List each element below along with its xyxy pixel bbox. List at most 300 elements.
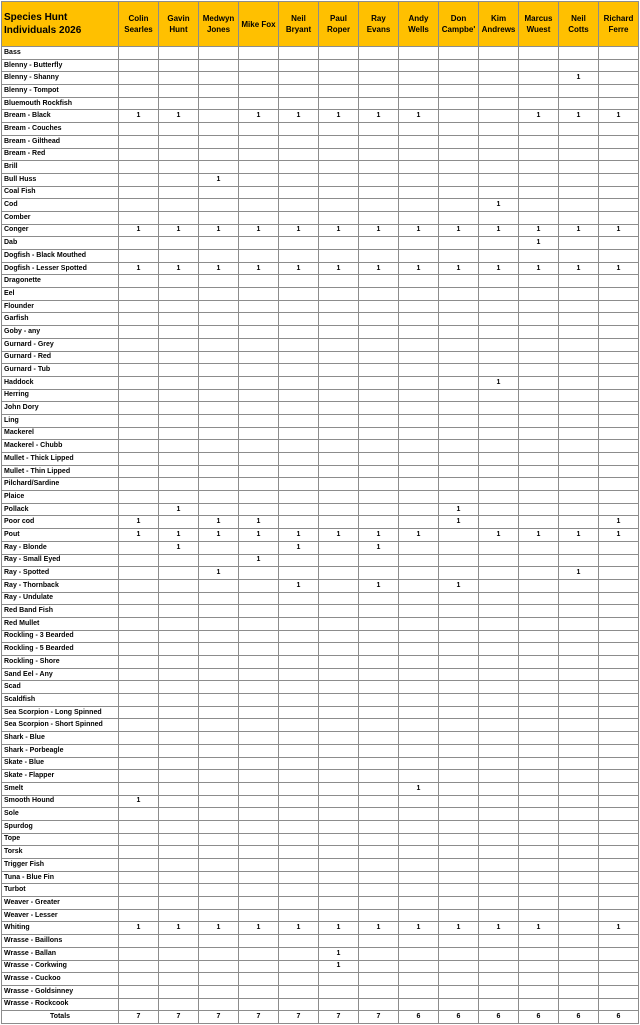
catch-cell <box>119 338 159 351</box>
species-row <box>2 947 639 960</box>
catch-cell <box>119 897 159 910</box>
catch-cell <box>319 859 359 872</box>
catch-cell: 1 <box>199 224 239 237</box>
catch-cell <box>359 59 399 72</box>
catch-cell <box>439 59 479 72</box>
species-name: Mullet - Thick Lipped <box>2 453 119 466</box>
catch-cell <box>559 694 599 707</box>
catch-cell <box>239 123 279 136</box>
catch-cell <box>599 567 639 580</box>
catch-cell <box>479 554 519 567</box>
catch-cell <box>119 656 159 669</box>
catch-cell <box>119 351 159 364</box>
catch-cell: 1 <box>319 947 359 960</box>
catch-cell <box>199 770 239 783</box>
catch-cell <box>359 364 399 377</box>
catch-cell <box>439 414 479 427</box>
catch-cell <box>239 427 279 440</box>
catch-cell <box>519 884 559 897</box>
catch-cell: 1 <box>239 554 279 567</box>
species-row <box>2 288 639 301</box>
catch-cell <box>159 795 199 808</box>
species-row <box>2 833 639 846</box>
catch-cell <box>279 199 319 212</box>
catch-cell <box>599 960 639 973</box>
catch-cell <box>479 338 519 351</box>
catch-cell <box>519 770 559 783</box>
catch-cell <box>119 300 159 313</box>
catch-cell <box>199 161 239 174</box>
catch-cell <box>239 313 279 326</box>
catch-cell <box>559 237 599 250</box>
catch-cell <box>479 643 519 656</box>
catch-cell <box>359 820 399 833</box>
catch-cell <box>159 427 199 440</box>
catch-cell <box>479 719 519 732</box>
catch-cell <box>559 706 599 719</box>
angler-header: Neil Cotts <box>559 2 599 47</box>
catch-cell <box>599 402 639 415</box>
species-row <box>2 579 639 592</box>
catch-cell: 1 <box>159 224 199 237</box>
catch-cell <box>559 795 599 808</box>
catch-cell <box>599 732 639 745</box>
species-row <box>2 998 639 1011</box>
catch-cell <box>559 732 599 745</box>
catch-cell <box>359 998 399 1011</box>
species-name: Wrasse - Cuckoo <box>2 973 119 986</box>
catch-cell <box>359 757 399 770</box>
catch-cell: 1 <box>439 516 479 529</box>
catch-cell <box>279 871 319 884</box>
total-cell: 6 <box>519 1011 559 1024</box>
catch-cell <box>159 770 199 783</box>
catch-cell <box>319 414 359 427</box>
catch-cell <box>239 414 279 427</box>
catch-cell <box>119 744 159 757</box>
species-name: Weaver - Lesser <box>2 909 119 922</box>
catch-cell <box>119 757 159 770</box>
species-name: Red Mullet <box>2 617 119 630</box>
species-row <box>2 503 639 516</box>
catch-cell <box>519 313 559 326</box>
catch-cell <box>559 770 599 783</box>
catch-cell <box>439 123 479 136</box>
species-name: Dragonette <box>2 275 119 288</box>
catch-cell <box>199 592 239 605</box>
catch-cell <box>479 465 519 478</box>
catch-cell: 1 <box>279 922 319 935</box>
catch-cell <box>279 909 319 922</box>
catch-cell <box>439 376 479 389</box>
catch-cell <box>439 173 479 186</box>
catch-cell <box>479 186 519 199</box>
catch-cell <box>439 554 479 567</box>
species-name: Ray - Spotted <box>2 567 119 580</box>
catch-cell: 1 <box>159 922 199 935</box>
catch-cell: 1 <box>599 262 639 275</box>
catch-cell <box>239 808 279 821</box>
species-name: Wrasse - Rockcook <box>2 998 119 1011</box>
catch-cell <box>359 97 399 110</box>
species-row <box>2 617 639 630</box>
catch-cell <box>199 706 239 719</box>
catch-cell <box>119 97 159 110</box>
catch-cell <box>519 326 559 339</box>
catch-cell <box>239 59 279 72</box>
species-name: Red Band Fish <box>2 605 119 618</box>
catch-cell: 1 <box>399 224 439 237</box>
species-row <box>2 719 639 732</box>
catch-cell <box>399 275 439 288</box>
catch-cell <box>199 465 239 478</box>
catch-cell <box>479 503 519 516</box>
catch-cell <box>239 656 279 669</box>
catch-cell <box>199 338 239 351</box>
catch-cell: 1 <box>279 262 319 275</box>
catch-cell <box>479 288 519 301</box>
catch-cell: 1 <box>119 110 159 123</box>
catch-cell: 1 <box>239 922 279 935</box>
catch-cell <box>599 135 639 148</box>
catch-cell <box>519 288 559 301</box>
catch-cell <box>479 694 519 707</box>
catch-cell <box>519 300 559 313</box>
catch-cell: 1 <box>239 224 279 237</box>
catch-cell <box>399 960 439 973</box>
catch-cell <box>519 757 559 770</box>
catch-cell <box>319 808 359 821</box>
catch-cell <box>399 211 439 224</box>
catch-cell <box>199 668 239 681</box>
catch-cell <box>119 199 159 212</box>
catch-cell <box>319 59 359 72</box>
catch-cell <box>199 427 239 440</box>
catch-cell <box>279 694 319 707</box>
catch-cell <box>359 884 399 897</box>
catch-cell <box>199 732 239 745</box>
catch-cell <box>559 389 599 402</box>
catch-cell <box>439 529 479 542</box>
species-name: Herring <box>2 389 119 402</box>
catch-cell <box>479 59 519 72</box>
catch-cell <box>559 97 599 110</box>
catch-cell <box>119 808 159 821</box>
catch-cell <box>439 453 479 466</box>
catch-cell <box>599 199 639 212</box>
catch-cell: 1 <box>119 224 159 237</box>
catch-cell <box>159 605 199 618</box>
catch-cell <box>239 782 279 795</box>
species-row <box>2 567 639 580</box>
catch-cell <box>439 617 479 630</box>
catch-cell <box>239 706 279 719</box>
species-row <box>2 402 639 415</box>
catch-cell <box>599 820 639 833</box>
catch-cell <box>479 871 519 884</box>
catch-cell <box>519 516 559 529</box>
catch-cell <box>359 199 399 212</box>
catch-cell <box>199 453 239 466</box>
catch-cell: 1 <box>359 579 399 592</box>
catch-cell <box>359 871 399 884</box>
catch-cell <box>119 326 159 339</box>
catch-cell <box>319 211 359 224</box>
catch-cell <box>479 313 519 326</box>
catch-cell <box>279 313 319 326</box>
angler-header: Kim Andrews <box>479 2 519 47</box>
catch-cell <box>279 617 319 630</box>
species-name: Comber <box>2 211 119 224</box>
catch-cell <box>119 859 159 872</box>
catch-cell <box>119 47 159 60</box>
catch-cell <box>399 935 439 948</box>
catch-cell: 1 <box>599 922 639 935</box>
angler-header: Andy Wells <box>399 2 439 47</box>
catch-cell <box>439 744 479 757</box>
species-name: Tuna - Blue Fin <box>2 871 119 884</box>
catch-cell <box>199 376 239 389</box>
catch-cell <box>239 250 279 263</box>
catch-cell <box>119 491 159 504</box>
catch-cell <box>119 161 159 174</box>
catch-cell <box>479 782 519 795</box>
catch-cell <box>359 516 399 529</box>
catch-cell <box>439 668 479 681</box>
catch-cell <box>519 973 559 986</box>
catch-cell <box>559 973 599 986</box>
catch-cell <box>159 338 199 351</box>
catch-cell <box>319 326 359 339</box>
catch-cell <box>319 935 359 948</box>
catch-cell <box>159 871 199 884</box>
catch-cell <box>519 947 559 960</box>
catch-cell <box>399 389 439 402</box>
catch-cell <box>199 884 239 897</box>
catch-cell <box>279 161 319 174</box>
catch-cell <box>399 478 439 491</box>
species-row <box>2 440 639 453</box>
catch-cell <box>559 833 599 846</box>
catch-cell <box>479 85 519 98</box>
catch-cell <box>119 605 159 618</box>
catch-cell <box>479 757 519 770</box>
catch-cell <box>279 782 319 795</box>
species-name: Flounder <box>2 300 119 313</box>
catch-cell <box>559 313 599 326</box>
catch-cell <box>439 833 479 846</box>
catch-cell <box>119 694 159 707</box>
catch-cell <box>559 161 599 174</box>
species-name: Cod <box>2 199 119 212</box>
catch-cell <box>199 211 239 224</box>
catch-cell <box>279 402 319 415</box>
catch-cell <box>159 592 199 605</box>
catch-cell <box>559 173 599 186</box>
species-row <box>2 909 639 922</box>
catch-cell <box>119 732 159 745</box>
catch-cell <box>399 643 439 656</box>
catch-cell <box>279 59 319 72</box>
species-name: Goby - any <box>2 326 119 339</box>
catch-cell <box>119 503 159 516</box>
catch-cell <box>479 592 519 605</box>
catch-cell: 1 <box>439 503 479 516</box>
catch-cell <box>399 148 439 161</box>
catch-cell <box>559 123 599 136</box>
species-row <box>2 643 639 656</box>
catch-cell <box>119 275 159 288</box>
catch-cell <box>319 719 359 732</box>
species-name: Blenny - Tompot <box>2 85 119 98</box>
catch-cell <box>119 376 159 389</box>
catch-cell <box>519 630 559 643</box>
catch-cell <box>319 985 359 998</box>
catch-cell <box>479 326 519 339</box>
catch-cell <box>479 47 519 60</box>
species-row <box>2 72 639 85</box>
catch-cell <box>199 491 239 504</box>
catch-cell <box>559 820 599 833</box>
catch-cell <box>159 313 199 326</box>
catch-cell <box>359 465 399 478</box>
catch-cell <box>439 300 479 313</box>
catch-cell <box>479 706 519 719</box>
species-name: Mackerel <box>2 427 119 440</box>
species-name: Ray - Small Eyed <box>2 554 119 567</box>
catch-cell <box>159 85 199 98</box>
catch-cell <box>239 694 279 707</box>
catch-cell <box>599 808 639 821</box>
catch-cell <box>279 795 319 808</box>
catch-cell <box>359 300 399 313</box>
catch-cell: 1 <box>399 529 439 542</box>
catch-cell <box>399 414 439 427</box>
catch-cell <box>439 275 479 288</box>
catch-cell <box>199 998 239 1011</box>
catch-cell <box>559 135 599 148</box>
catch-cell <box>599 186 639 199</box>
catch-cell <box>319 364 359 377</box>
catch-cell <box>199 541 239 554</box>
catch-cell <box>479 123 519 136</box>
catch-cell <box>279 808 319 821</box>
catch-cell <box>159 491 199 504</box>
catch-cell <box>239 630 279 643</box>
catch-cell <box>319 338 359 351</box>
catch-cell <box>519 97 559 110</box>
catch-cell <box>519 465 559 478</box>
catch-cell <box>559 656 599 669</box>
catch-cell <box>319 554 359 567</box>
catch-cell: 1 <box>239 262 279 275</box>
catch-cell <box>279 237 319 250</box>
catch-cell <box>319 567 359 580</box>
catch-cell <box>439 567 479 580</box>
catch-cell <box>279 998 319 1011</box>
catch-cell <box>399 605 439 618</box>
catch-cell: 1 <box>359 922 399 935</box>
catch-cell <box>479 656 519 669</box>
catch-cell <box>519 478 559 491</box>
catch-cell <box>559 288 599 301</box>
catch-cell <box>119 668 159 681</box>
catch-cell <box>559 465 599 478</box>
catch-cell <box>279 947 319 960</box>
catch-cell <box>399 402 439 415</box>
total-cell: 6 <box>399 1011 439 1024</box>
catch-cell <box>199 808 239 821</box>
catch-cell <box>279 440 319 453</box>
catch-cell <box>119 884 159 897</box>
catch-cell <box>399 656 439 669</box>
catch-cell <box>319 846 359 859</box>
catch-cell <box>439 706 479 719</box>
catch-cell <box>239 199 279 212</box>
catch-cell <box>559 453 599 466</box>
catch-cell <box>439 364 479 377</box>
catch-cell <box>119 389 159 402</box>
catch-cell <box>239 719 279 732</box>
catch-cell <box>319 757 359 770</box>
catch-cell <box>199 288 239 301</box>
catch-cell <box>319 605 359 618</box>
catch-cell <box>239 668 279 681</box>
catch-cell <box>439 960 479 973</box>
catch-cell: 1 <box>399 262 439 275</box>
catch-cell <box>559 414 599 427</box>
catch-cell <box>319 237 359 250</box>
catch-cell <box>599 694 639 707</box>
catch-cell: 1 <box>279 224 319 237</box>
catch-cell <box>359 630 399 643</box>
species-name: Rockling - 3 Bearded <box>2 630 119 643</box>
species-name: Dab <box>2 237 119 250</box>
catch-cell <box>199 59 239 72</box>
catch-cell <box>399 617 439 630</box>
catch-cell <box>159 250 199 263</box>
catch-cell <box>599 909 639 922</box>
catch-cell <box>399 72 439 85</box>
catch-cell <box>239 161 279 174</box>
catch-cell <box>159 123 199 136</box>
catch-cell <box>479 947 519 960</box>
catch-cell <box>399 770 439 783</box>
catch-cell <box>599 491 639 504</box>
catch-cell <box>359 732 399 745</box>
catch-cell: 1 <box>319 224 359 237</box>
catch-cell <box>599 211 639 224</box>
catch-cell <box>599 833 639 846</box>
catch-cell <box>319 402 359 415</box>
catch-cell <box>519 338 559 351</box>
catch-cell <box>159 173 199 186</box>
catch-cell <box>359 186 399 199</box>
catch-cell <box>479 884 519 897</box>
species-name: Conger <box>2 224 119 237</box>
catch-cell <box>559 275 599 288</box>
catch-cell <box>119 288 159 301</box>
species-row <box>2 47 639 60</box>
catch-cell <box>359 859 399 872</box>
catch-cell <box>119 135 159 148</box>
catch-cell: 1 <box>119 795 159 808</box>
catch-cell <box>199 389 239 402</box>
catch-cell: 1 <box>239 516 279 529</box>
catch-cell <box>599 554 639 567</box>
species-name: Sand Eel - Any <box>2 668 119 681</box>
species-row <box>2 300 639 313</box>
